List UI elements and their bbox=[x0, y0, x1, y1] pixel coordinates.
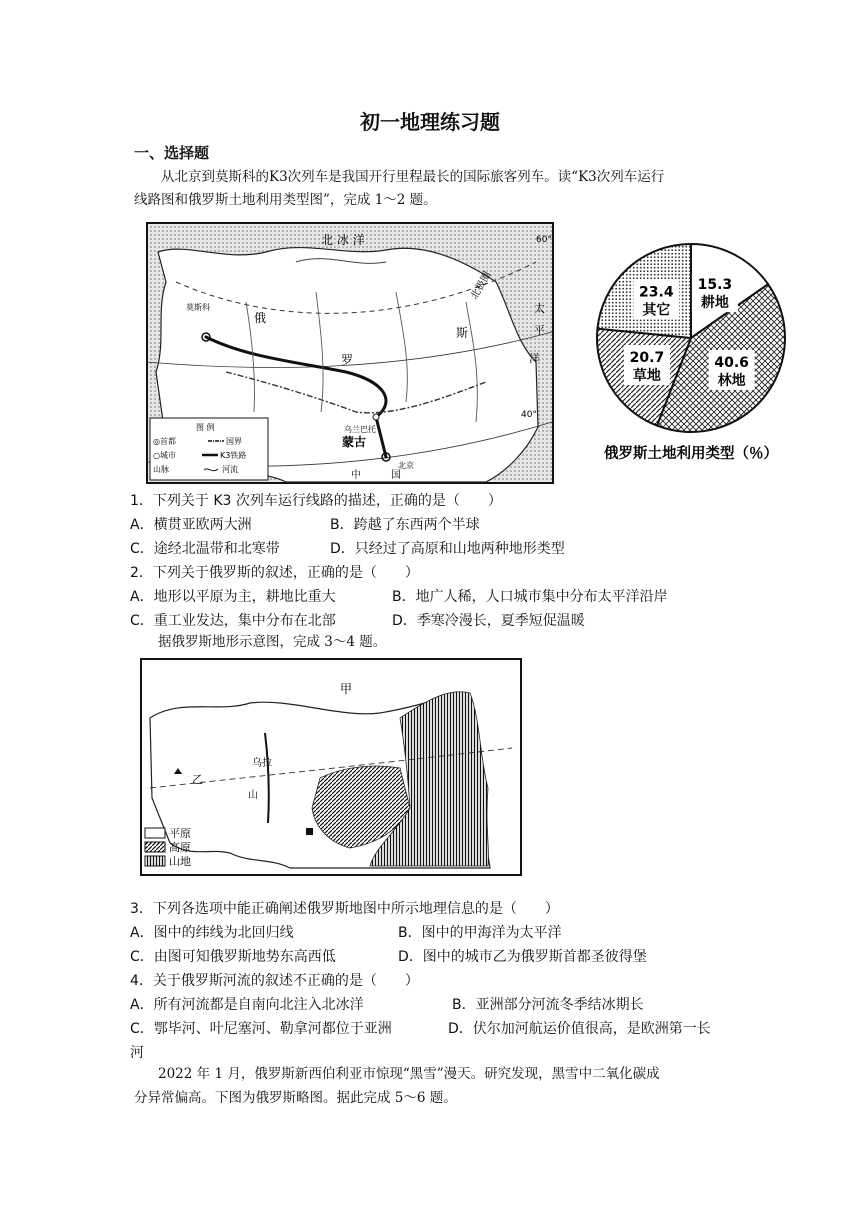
intro1-line2: 线路图和俄罗斯土地利用类型图”，完成 1～2 题。 bbox=[134, 192, 437, 208]
legend-capital: ◎首都 bbox=[153, 437, 176, 446]
pie-value-1: 40.6 bbox=[714, 354, 749, 371]
label-lat60: 60° bbox=[536, 235, 552, 245]
label-pacific-2: 平 bbox=[534, 324, 545, 337]
q4-option-b: B．亚洲部分河流冬季结冰期长 bbox=[452, 997, 644, 1013]
q2-option-d: D．季寒冷漫长，夏季短促温暖 bbox=[392, 613, 585, 629]
q3-option-b: B．图中的甲海洋为太平洋 bbox=[398, 925, 562, 941]
intro2: 据俄罗斯地形示意图，完成 3～4 题。 bbox=[158, 634, 387, 650]
label-arctic: 北 冰 洋 bbox=[321, 233, 365, 247]
label-moscow: 莫斯科 bbox=[186, 303, 210, 312]
q4-stem: 4．关于俄罗斯河流的叙述不正确的是（ ） bbox=[130, 973, 419, 989]
label-pacific-1: 太 bbox=[534, 302, 545, 315]
page-title: 初一地理练习题 bbox=[360, 110, 500, 134]
label-jia: 甲 bbox=[340, 682, 353, 696]
intro3-line2: 分异常偏高。下图为俄罗斯略图。据此完成 5～6 题。 bbox=[134, 1090, 457, 1106]
label-beijing: 北京 bbox=[398, 461, 414, 470]
intro1-line1: 从北京到莫斯科的K3次列车是我国开行里程最长的国际旅客列车。读“K3次列车运行 bbox=[161, 169, 665, 185]
q2-option-a: A．地形以平原为主，耕地比重大 bbox=[130, 589, 336, 605]
map1-legend bbox=[150, 418, 268, 480]
label-ulaanbaatar: 乌兰巴托 bbox=[344, 425, 376, 434]
q4-option-a: A．所有河流都是自南向北注入北冰洋 bbox=[130, 997, 364, 1013]
pie-label-1: 林地 bbox=[717, 372, 746, 389]
land-use-pie bbox=[576, 238, 806, 468]
label-china: 中 bbox=[351, 470, 361, 481]
legend-plain: 平原 bbox=[169, 827, 191, 840]
pie-caption: 俄罗斯土地利用类型（％） bbox=[604, 446, 778, 462]
q4-option-d: D．伏尔加河航运价值很高，是欧洲第一长 bbox=[448, 1021, 711, 1037]
label-arctic-circle: 北极圈 bbox=[469, 270, 494, 302]
legend-border: 国界 bbox=[226, 437, 242, 446]
q4-option-d-continued: 河 bbox=[130, 1045, 144, 1061]
legend-plateau: 高原 bbox=[169, 841, 191, 854]
pie-value-0: 15.3 bbox=[697, 277, 733, 294]
label-ural-1: 乌拉 bbox=[252, 758, 272, 769]
q1-option-b: B．跨越了东西两个半球 bbox=[330, 517, 480, 533]
intro3-line1: 2022 年 1 月，俄罗斯新西伯利亚市惊现“黑雪”漫天。研究发现，黑雪中二氧化碳成 bbox=[158, 1066, 660, 1082]
legend-title: 图 例 bbox=[196, 423, 215, 432]
q1-option-d: D．只经过了高原和山地两种地形类型 bbox=[330, 541, 565, 557]
pie-label-3: 其它 bbox=[642, 302, 671, 319]
legend-river: 河流 bbox=[222, 465, 238, 474]
label-lat40: 40° bbox=[521, 410, 537, 420]
russia-terrain-map bbox=[140, 658, 522, 876]
q4-option-c: C．鄂毕河、叶尼塞河、勒拿河都位于亚洲 bbox=[130, 1021, 392, 1037]
q3-option-d: D．图中的城市乙为俄罗斯首都圣彼得堡 bbox=[398, 949, 647, 965]
pie-value-2: 20.7 bbox=[629, 350, 665, 367]
legend-city: ○城市 bbox=[153, 451, 176, 460]
label-russia-2: 罗 bbox=[341, 353, 354, 367]
label-ural-2: 山 bbox=[248, 790, 258, 801]
legend-railway: K3铁路 bbox=[220, 451, 247, 460]
label-russia-3: 斯 bbox=[456, 326, 469, 340]
q2-option-c: C．重工业发达，集中分布在北部 bbox=[130, 613, 336, 629]
q1-stem: 1．下列关于 K3 次列车运行线路的描述，正确的是（ ） bbox=[130, 493, 502, 509]
q3-option-c: C．由图可知俄罗斯地势东高西低 bbox=[130, 949, 336, 965]
label-mongolia: 蒙古 bbox=[342, 435, 367, 449]
section-heading: 一、选择题 bbox=[134, 144, 210, 162]
label-yi: 乙 bbox=[192, 773, 203, 786]
pie-label-2: 草地 bbox=[632, 368, 661, 385]
pie-label-0: 耕地 bbox=[700, 295, 729, 312]
q3-option-a: A．图中的纬线为北回归线 bbox=[130, 925, 294, 941]
q1-option-c: C．途经北温带和北寒带 bbox=[130, 541, 280, 557]
q2-option-b: B．地广人稀，人口城市集中分布太平洋沿岸 bbox=[392, 589, 668, 605]
q3-stem: 3．下列各选项中能正确阐述俄罗斯地图中所示地理信息的是（ ） bbox=[130, 901, 559, 917]
label-china-2: 国 bbox=[391, 470, 401, 481]
q2-stem: 2．下列关于俄罗斯的叙述，正确的是（ ） bbox=[130, 565, 419, 581]
legend-mountain: 山脉 bbox=[153, 465, 169, 474]
legend-mountain-2: 山地 bbox=[169, 855, 191, 868]
pie-value-3: 23.4 bbox=[639, 284, 674, 301]
k3-route-map bbox=[146, 222, 554, 484]
label-russia-1: 俄 bbox=[254, 311, 267, 325]
q1-option-a: A．横贯亚欧两大洲 bbox=[130, 517, 252, 533]
label-pacific-3: 洋 bbox=[529, 352, 540, 365]
